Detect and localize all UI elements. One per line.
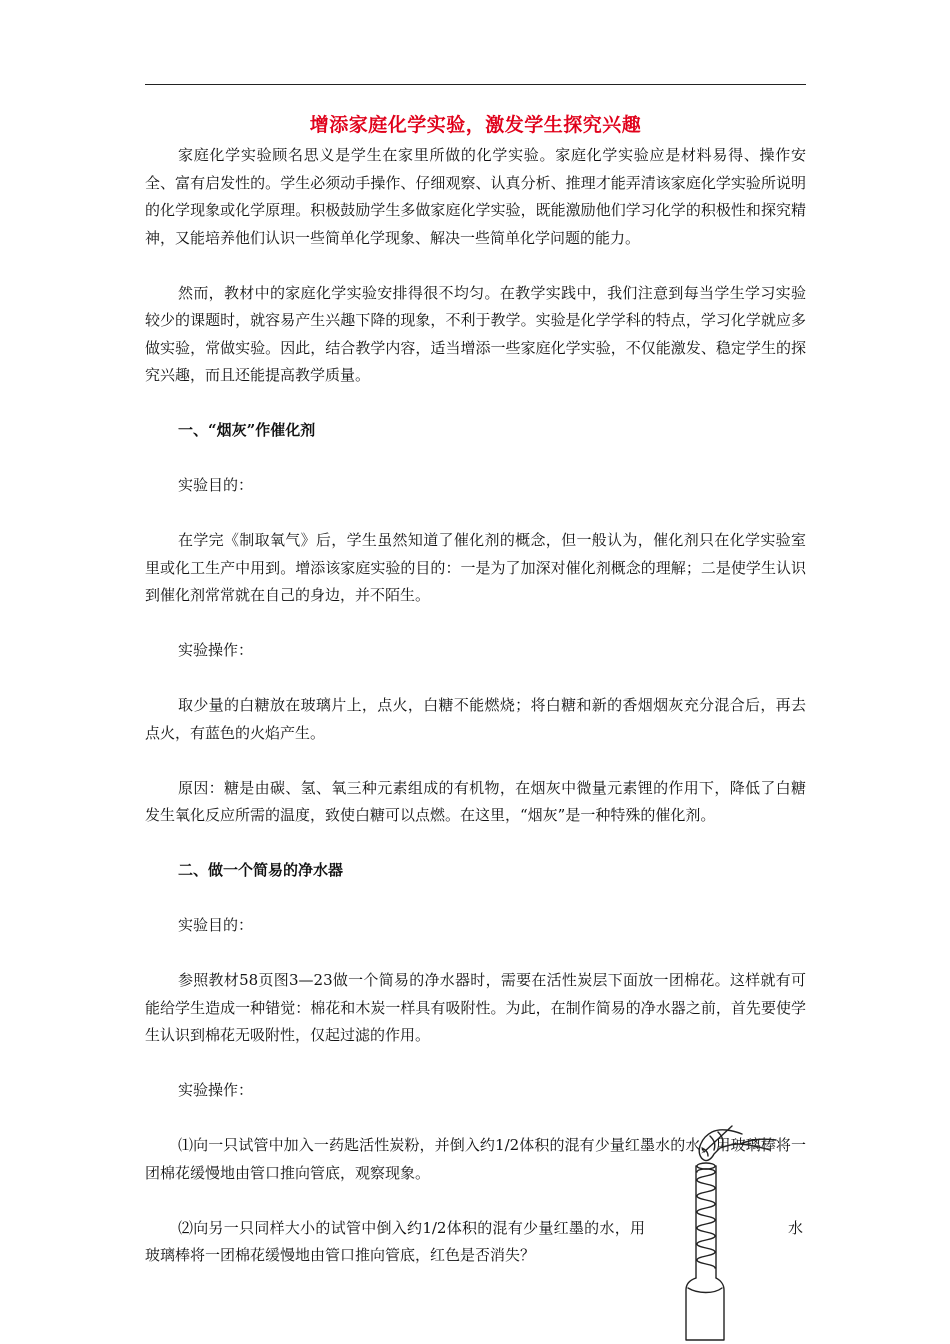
section2-step2-tail: 水 xyxy=(788,1218,804,1237)
hand-drawing xyxy=(699,1130,770,1161)
intro-paragraph-2: 然而，教材中的家庭化学实验安排得很不均匀。在教学实践中，我们注意到每当学生学习实验较少的课题时，就容易产生兴趣下降的现象，不利于教学。实验是化学学科的特点，学习化学就应多做实验，常做实验。因此，结合教学内容，适当增添一些家庭化学实验，不仅能激发、稳定学生的探究兴趣，而且还能提高教学质量。 xyxy=(145,283,806,384)
section1-reason-text: 原因：糖是由碳、氢、氧三种元素组成的有机物，在烟灰中微量元素锂的作用下，降低了白糖发生氧化反应所需的温度，致使白糖可以点燃。在这里，“烟灰”是一种特殊的催化剂。 xyxy=(145,778,806,824)
intro-paragraph-1: 家庭化学实验顾名思义是学生在家里所做的化学实验。家庭化学实验应是材料易得、操作安全、富有启发性的。学生必须动手操作、仔细观察、认真分析、推理才能弄清该家庭化学实验所说明的化学现象或化学原理。积极鼓励学生多做家庭化学实验，既能激励他们学习化学的积极性和探究精神，又能培养他们认识一些简单化学现象、解决一些简单化学问题的能力。 xyxy=(145,146,806,247)
section1-purpose-text: 在学完《制取氧气》后，学生虽然知道了催化剂的概念，但一般认为，催化剂只在化学实验室里或化工生产中用到。增添该家庭实验的目的：一是为了加深对催化剂概念的理解；二是使学生认识到催化剂常常就在自己的身边，并不陌生。 xyxy=(145,531,806,604)
section2-operation-label: 实验操作： xyxy=(178,1081,254,1099)
tube-rim xyxy=(697,1163,715,1169)
test-tube-body xyxy=(686,1278,724,1340)
page-title: 增添家庭化学实验，激发学生探究兴趣 xyxy=(309,114,642,136)
section2-step1: ⑴向一只试管中加入一药匙活性炭粉，并倒入约1/2体积的混有少量红墨水的水，用玻璃棒将一团棉花缓慢地由管口推向管底，观察现象。 xyxy=(145,1136,806,1182)
section2-step2: ⑵向另一只同样大小的试管中倒入约1/2体积的混有少量红墨的水，用玻璃棒将一团棉花缓慢地由管口推向管底，红色是否消失？ xyxy=(145,1218,645,1264)
section2-purpose-label: 实验目的： xyxy=(178,916,254,934)
section2-heading: 二、做一个简易的净水器 xyxy=(178,861,344,879)
section1-heading: 一、“烟灰”作催化剂 xyxy=(178,421,316,439)
section1-purpose-label: 实验目的： xyxy=(178,476,254,494)
test-tube-illustration xyxy=(680,1122,780,1344)
cotton-coils xyxy=(697,1169,715,1268)
section1-operation-text: 取少量的白糖放在玻璃片上，点火，白糖不能燃烧；将白糖和新的香烟烟灰充分混合后，再去点火，有蓝色的火焰产生。 xyxy=(145,696,806,742)
document-body xyxy=(145,112,806,1270)
header-rule xyxy=(145,84,806,85)
section1-operation-label: 实验操作： xyxy=(178,641,254,659)
section2-purpose-text: 参照教材58页图3—23做一个简易的净水器时，需要在活性炭层下面放一团棉花。这样就有可能给学生造成一种错觉：棉花和木炭一样具有吸附性。为此，在制作简易的净水器之前，首先要使学生认识到棉花无吸附性，仅起过滤的作用。 xyxy=(145,971,806,1044)
